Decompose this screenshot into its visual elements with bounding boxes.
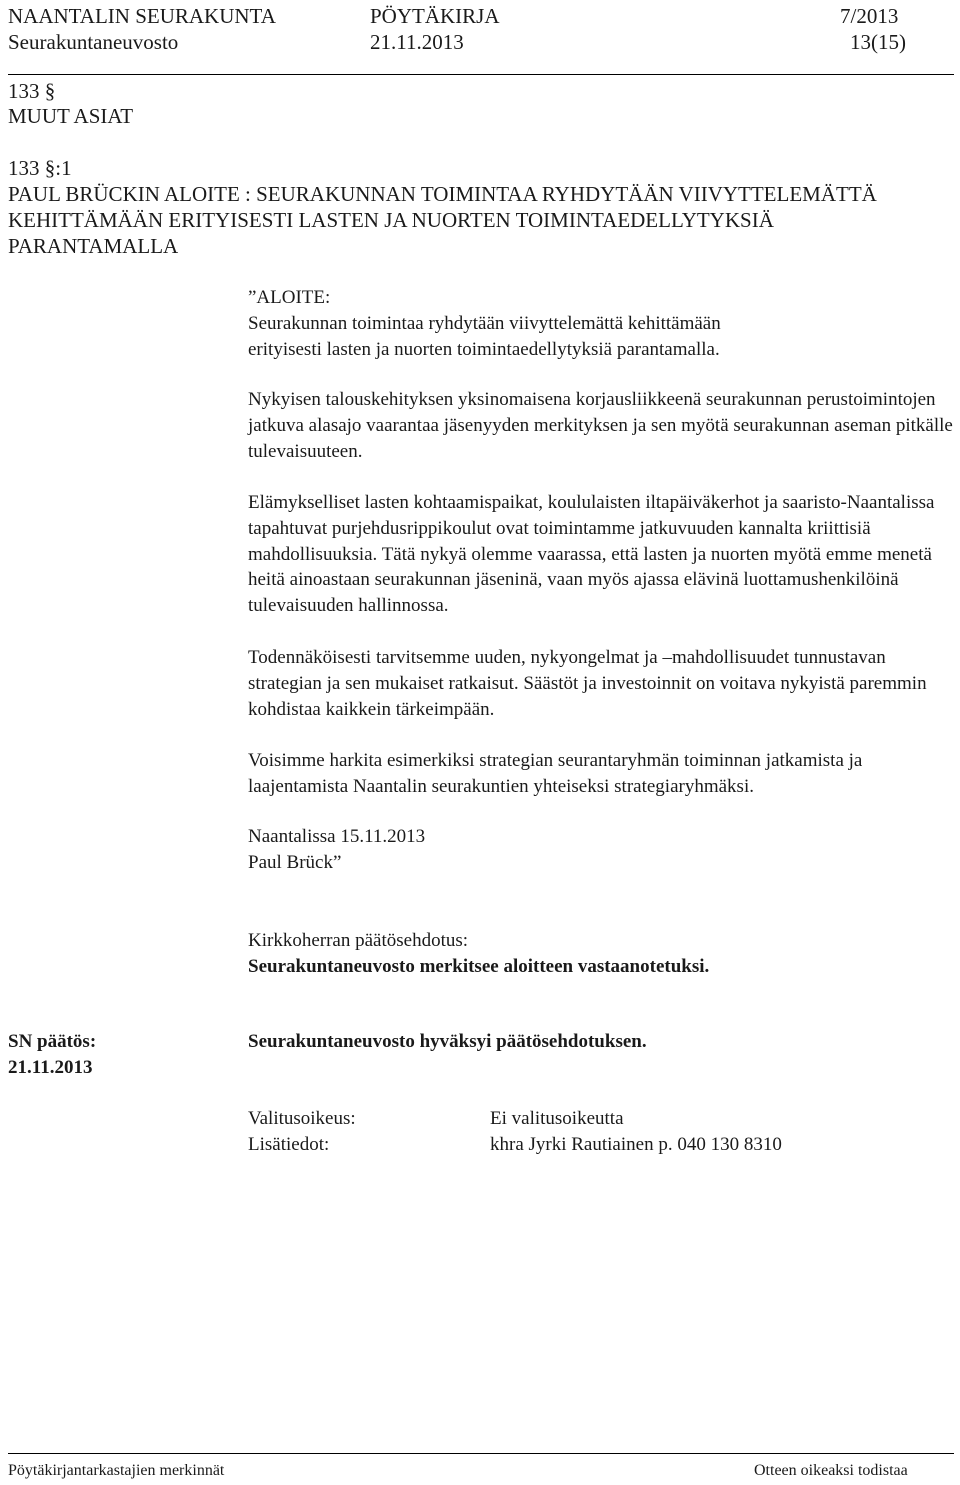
footer-right: Otteen oikeaksi todistaa [754,1462,908,1479]
motion-place-date: Naantalissa 15.11.2013 [248,826,426,847]
subsection-title-line: PARANTAMALLA [8,234,179,258]
decision-date: 21.11.2013 [8,1057,93,1078]
appeal-value: Ei valitusoikeutta [490,1108,624,1129]
header-rule [8,74,954,75]
proposal-label: Kirkkoherran päätösehdotus: [248,930,469,951]
motion-label: ”ALOITE: [248,287,331,308]
subsection-number: 133 §:1 [8,156,72,180]
section-number: 133 § [8,79,56,103]
subsection-title-line: PAUL BRÜCKIN ALOITE : SEURAKUNNAN TOIMINTAA RYHDYTÄÄN VIIVYTTELEMÄTTÄ [8,182,877,206]
motion-summary-line: Seurakunnan toimintaa ryhdytään viivyttelemättä kehittämään [248,313,721,334]
motion-paragraph: Voisimme harkita esimerkiksi strategian seurantaryhmän toiminnan jatkamista ja laajentamista Naantalin seurakuntien yhteiseksi strategiaryhmäksi. [248,750,863,797]
page-number: 13(15) [850,30,906,54]
more-info-label: Lisätiedot: [248,1134,330,1155]
section-title: MUUT ASIAT [8,104,134,128]
more-info-value: khra Jyrki Rautiainen p. 040 130 8310 [490,1134,782,1155]
subsection-title-line: KEHITTÄMÄÄN ERITYISESTI LASTEN JA NUORTEN TOIMINTAEDELLYTYKSIÄ [8,208,774,232]
motion-signature: Paul Brück” [248,852,342,873]
appeal-label: Valitusoikeus: [248,1108,356,1129]
motion-paragraph: Todennäköisesti tarvitsemme uuden, nykyongelmat ja –mahdollisuudet tunnustavan strategian ja sen mukaiset ratkaisut. Säästöt ja investoinnit on voitava nykyistä paremmin kohdistaa kaikkein tärkeimpään. [248,647,927,720]
council-name: Seurakuntaneuvosto [8,30,179,54]
motion-paragraph: Nykyisen talouskehityksen yksinomaisena korjausliikkeenä seurakunnan perustoimintojen jatkuva alasajo vaarantaa jäsenyyden merkityksen ja sen myötä seurakunnan aseman pitkälle tulevaisuuteen. [248,389,953,462]
motion-paragraph: Elämykselliset lasten kohtaamispaikat, koululaisten iltapäiväkerhot ja saaristo-Naantalissa tapahtuvat purjehdusrippikoulut ovat toimintamme jatkuvuuden kannalta kriittisiä mahdollisuuksia. Tätä nykyä olemme vaarassa, että lasten ja nuorten myötä emme menetä heitä ainoastaan seurakunnan jäseninä, vaan myös ajassa elävinä luottamushenkilöinä tulevaisuuden hallinnossa. [248,492,935,617]
parish-name: NAANTALIN SEURAKUNTA [8,4,276,28]
footer-left: Pöytäkirjantarkastajien merkinnät [8,1462,225,1479]
motion-summary-line: erityisesti lasten ja nuorten toimintaedellytyksiä parantamalla. [248,339,720,360]
proposal-text: Seurakuntaneuvosto merkitsee aloitteen vastaanotetuksi. [248,956,710,977]
decision-label: SN päätös: [8,1031,97,1052]
decision-text: Seurakuntaneuvosto hyväksyi päätösehdotuksen. [248,1031,647,1052]
document-type: PÖYTÄKIRJA [370,4,500,28]
meeting-date: 21.11.2013 [370,30,464,54]
document-number: 7/2013 [840,4,899,28]
footer-rule [8,1453,954,1454]
